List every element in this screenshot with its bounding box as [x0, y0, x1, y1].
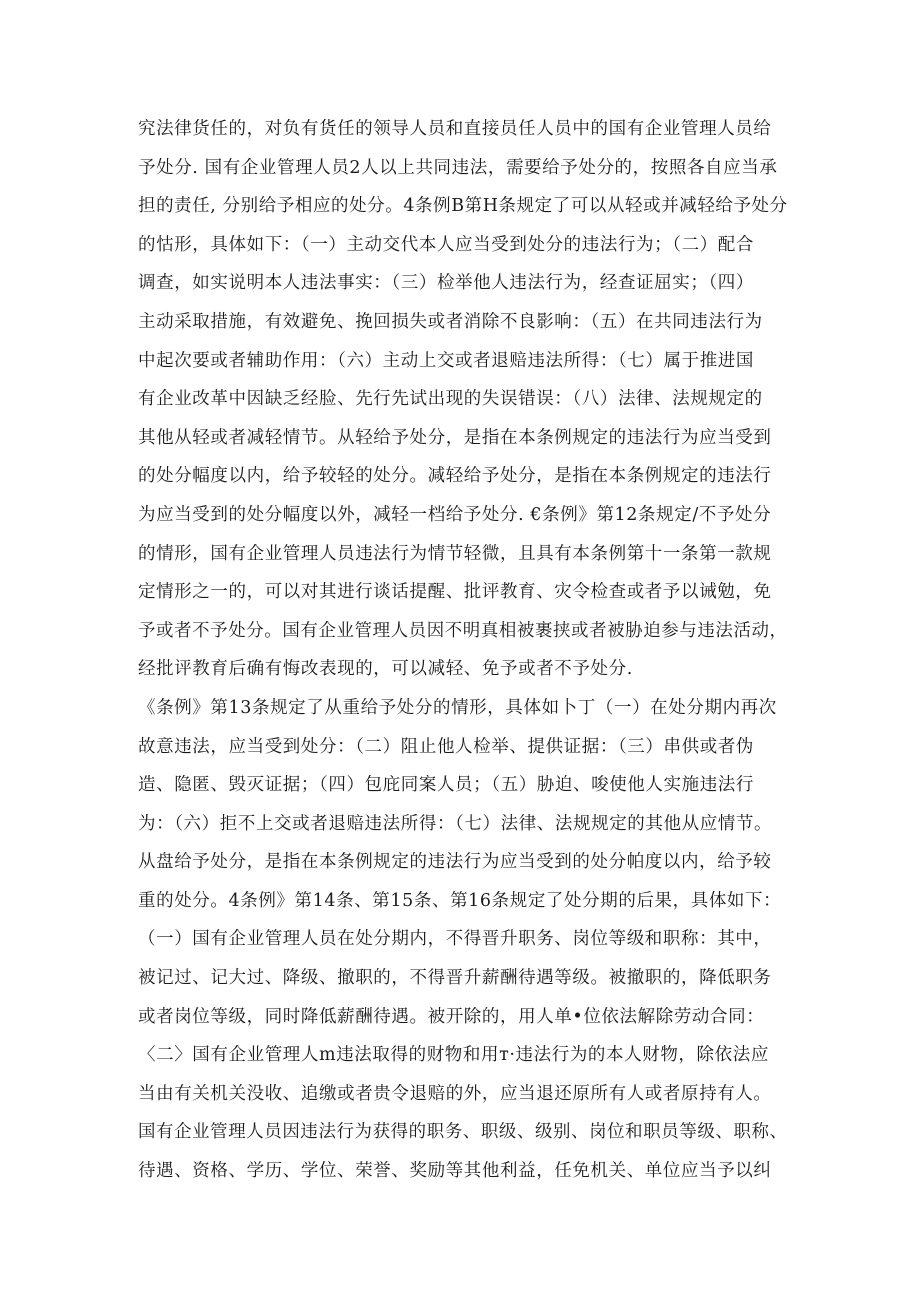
text-line: 为：（六）拒不上交或者退赔违法所得：（七）法律、法规规定的其他从应情节。 [138, 813, 773, 834]
text-line: 调查，如实说明本人违法事实：（三）检举他人违法行为，经查证屈实；（四） [138, 273, 754, 294]
text-line: 造、隐匿、毁灭证据；（四）包庇同案人员；（五）胁迫、唆使他人实施违法行 [138, 775, 754, 796]
text-line: 予处分. 国有企业管理人员2人以上共同违法，需要给予处分的，按照各自应当承 [138, 157, 778, 178]
text-line: 当由有关机关没收、追缴或者贵令退赔的外，应当退还原所有人或者原持有人。 [138, 1083, 772, 1104]
text-line: 经批评教育后确有悔改表现的，可以减轻、免予或者不予处分. [138, 659, 633, 680]
text-line: 〈二〉国有企业管理人m违法取得的财物和用т·违法行为的本人财物，除依法应 [138, 1045, 769, 1066]
text-line: 重的处分。4条例》第14条、第15条、第16条规定了处分期的后果，具体如下： [138, 890, 782, 911]
text-line: 其他从轻或者减轻情节。从轻给予处分，是指在本条例规定的违法行为应当受到 [138, 427, 772, 448]
text-line: 为应当受到的处分幅度以外，减轻一档给予处分. €条例》第12条规定/不予处分 [138, 504, 772, 525]
text-line: 予或者不予处分。国有企业管理人员因不明真相被裹挟或者被胁迫参与违法活动， [138, 620, 788, 641]
text-line: （一）国有企业管理人员在处分期内，不得晋升职务、岗位等级和职称：其中， [138, 929, 772, 950]
text-line: 《条例》第13条规定了从重给予处分的情形，具体如卜丁（一）在处分期内再次 [138, 697, 777, 718]
text-line: 从盘给予处分，是指在本条例规定的违法行为应当受到的处分帕度以内，给予较 [138, 852, 772, 873]
text-line: 待遇、资格、学历、学位、荣誉、奖励等其他利益，任免机关、单位应当予以纠 [138, 1161, 772, 1182]
text-line: 国有企业管理人员因违法行为获得的职务、职级、级别、岗位和职员等级、职称、 [138, 1122, 788, 1143]
text-line: 定情形之一的，可以对其进行谈话提醒、批评教育、灾令检查或者予以诫勉，免 [138, 582, 772, 603]
text-line: 中起次要或者辅助作用：（六）主动上交或者退赔违法所得：（七）属于推进国 [138, 350, 754, 371]
text-line: 究法律货任的，对负有货任的领导人员和直接员任人员中的国有企业管理人员给 [138, 119, 772, 139]
text-line: 的情形，国有企业管理人员违法行为情节轻微，且具有本条例第十一条第一款规 [138, 543, 772, 564]
text-line: 或者岗位等级，同时降低薪酬待遇。被开除的，用人单•位依法解除劳动合同： [138, 1006, 765, 1027]
text-line: 被记过、记大过、降级、撤职的，不得晋升薪酬待遇等级。被撤职的，降低职务 [138, 968, 772, 989]
text-line: 担的责任, 分别给予相应的处分。4条例B第H条规定了可以从轻或并减轻给予处分 [138, 196, 788, 217]
text-line: 主动采取措施，有效避免、挽回损失或者消除不良影响：（五）在共同违法行为 [138, 311, 763, 332]
text-line: 故意违法，应当受到处分：（二）阻止他人检举、提供证据：（三）串供或者伪 [138, 736, 754, 757]
document-body [138, 110, 788, 1191]
text-line: 的怙形，具体如下：（一）主动交代本人应当受到处分的违法行为；（二）配合 [138, 234, 754, 255]
text-line: 有企业改革中因缺乏经脸、先行先试出现的失误错误：（八）法律、法规规定的 [138, 389, 763, 410]
text-line: 的处分幅度以内，给予较轻的处分。减轻给予处分，是指在本条例规定的违法行 [138, 466, 772, 487]
